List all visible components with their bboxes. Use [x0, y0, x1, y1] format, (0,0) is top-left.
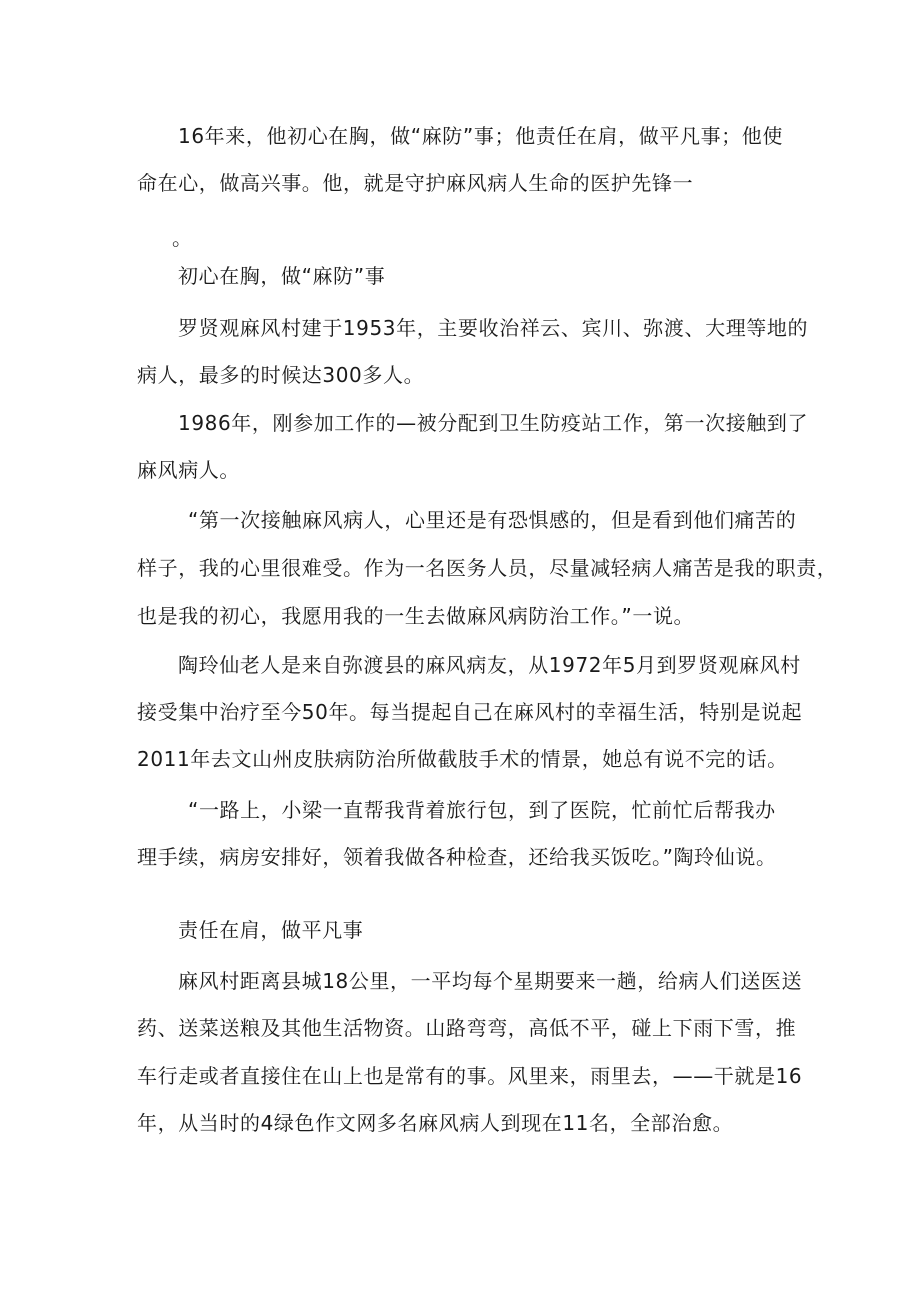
text-line: 药、送菜送粮及其他生活物资。山路弯弯，高低不平，碰上下雨下雪，推: [137, 1016, 797, 1040]
text-line: 理手续，病房安排好，领着我做各种检查，还给我买饭吃。”陶玲仙说。: [137, 845, 777, 869]
text-line: 接受集中治疗至今50年。每当提起自己在麻风村的幸福生活，特别是说起: [137, 700, 803, 724]
section-heading: 初心在胸，做“麻防”事: [178, 264, 386, 288]
text-line: 麻风病人。: [137, 458, 240, 482]
text-line: 也是我的初心，我愿用我的一生去做麻风病防治工作。”一说。: [137, 604, 695, 628]
text-line: “一路上，小梁一直帮我背着旅行包，到了医院，忙前忙后帮我办: [188, 798, 776, 822]
text-line: 样子，我的心里很难受。作为一名医务人员，尽量减轻病人痛苦是我的职责，: [137, 556, 838, 580]
section-heading: 责任在肩，做平凡事: [178, 918, 364, 942]
text-line: 车行走或者直接住在山上也是常有的事。风里来，雨里去，——干就是16: [137, 1064, 803, 1088]
text-line: 陶玲仙老人是来自弥渡县的麻风病友，从1972年5月到罗贤观麻风村: [178, 653, 801, 677]
text-line: 1986年，刚参加工作的—被分配到卫生防疫站工作，第一次接触到了: [178, 411, 809, 435]
text-line: 病人，最多的时候达300多人。: [137, 363, 425, 387]
text-line: 年，从当时的4绿色作文网多名麻风病人到现在11名，全部治愈。: [137, 1111, 734, 1135]
text-line: 命在心，做高兴事。他，就是守护麻风病人生命的医护先锋一: [137, 171, 694, 195]
text-line: 2011年去文山州皮肤病防治所做截肢手术的情景，她总有说不完的话。: [137, 747, 788, 771]
text-line: “第一次接触麻风病人，心里还是有恐惧感的，但是看到他们痛苦的: [188, 508, 797, 532]
text-line: 16年来，他初心在胸，做“麻防”事；他责任在肩，做平凡事；他使: [178, 124, 783, 148]
text-line: 。: [172, 226, 193, 250]
text-line: 罗贤观麻风村建于1953年，主要收治祥云、宾川、弥渡、大理等地的: [178, 316, 809, 340]
text-line: 麻风村距离县城18公里，一平均每个星期要来一趟，给病人们送医送: [178, 969, 803, 993]
